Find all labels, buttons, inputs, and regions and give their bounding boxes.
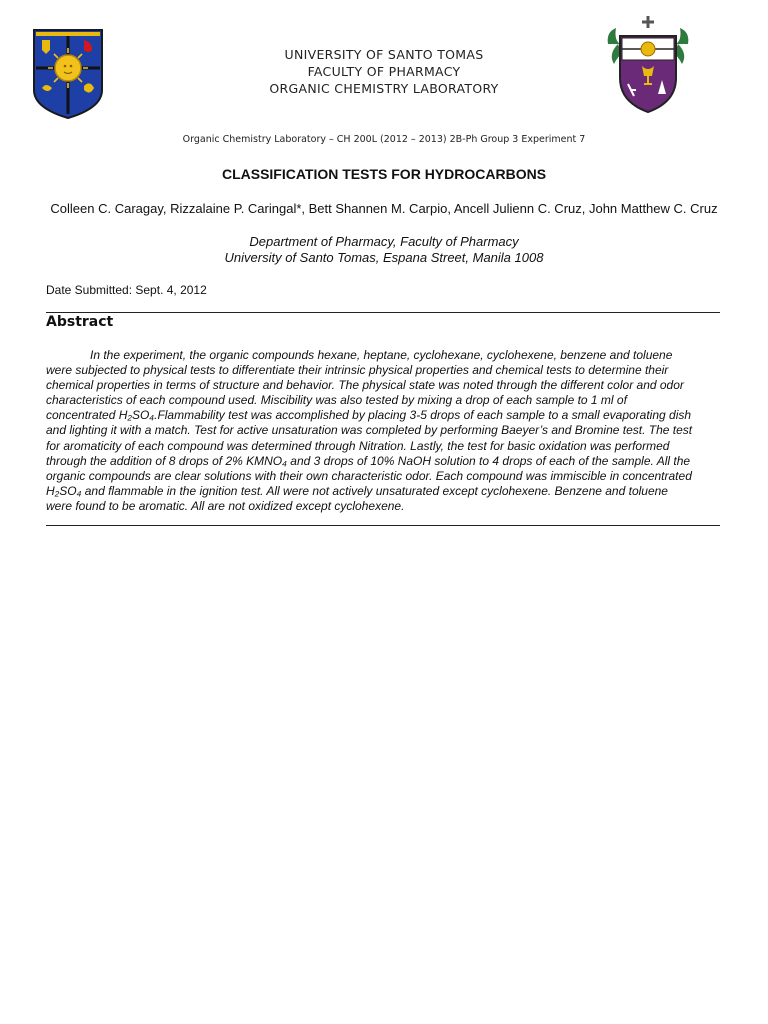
abstract-line: organic compounds are clear solutions with their own characteristic odor. Each compound was immiscible in concentrated xyxy=(46,468,692,483)
abstract-line: concentrated H₂SO₄.Flammability test was accomplished by placing 3-5 drops of each sample to a small evaporating dish xyxy=(46,408,692,423)
divider-top xyxy=(46,312,720,313)
address: University of Santo Tomas, Espana Street, Manila 1008 xyxy=(224,250,544,265)
abstract-line: and lighting it with a match. Test for active unsaturation was completed by performing Baeyer’s and Bromine test. The test xyxy=(46,423,693,438)
faculty-name: FACULTY OF PHARMACY xyxy=(307,64,461,79)
abstract-line: were found to be aromatic. All are not oxidized except cyclohexene. xyxy=(46,498,405,513)
abstract-line: through the addition of 8 drops of 2% KMNO₄ and 3 drops of 10% NaOH solution to 4 drops of each of the sample. All the xyxy=(46,453,691,468)
abstract-line: chemical properties in terms of structure and behavior. The physical state was noted through the different color and odor xyxy=(46,378,684,393)
department: Department of Pharmacy, Faculty of Pharmacy xyxy=(249,234,519,249)
date-submitted: Date Submitted: Sept. 4, 2012 xyxy=(46,283,207,297)
abstract-line: were subjected to physical tests to differentiate their intrinsic physical properties and chemical tests to determine their xyxy=(46,363,669,378)
abstract-line: for aromaticity of each compound was determined through Nitration. Lastly, the test for basic oxidation was performed xyxy=(46,438,670,453)
abstract-line: In the experiment, the organic compounds hexane, heptane, cyclohexane, cyclohexene, benzene and toluene xyxy=(90,348,673,362)
affiliation xyxy=(0,234,768,266)
author-list: Colleen C. Caragay, Rizzalaine P. Caringal*, Bett Shannen M. Carpio, Ancell Julienn C. Cruz, John Matthew C. Cruz xyxy=(50,201,718,216)
abstract-heading: Abstract xyxy=(46,314,114,330)
paper-title: CLASSIFICATION TESTS FOR HYDROCARBONS xyxy=(221,166,547,182)
laboratory-name: ORGANIC CHEMISTRY LABORATORY xyxy=(269,81,499,96)
institution-header xyxy=(0,46,768,97)
university-name: UNIVERSITY OF SANTO TOMAS xyxy=(284,47,484,62)
course-line: Organic Chemistry Laboratory – CH 200L (2012 – 2013) 2B-Ph Group 3 Experiment 7 xyxy=(182,134,586,145)
divider-bottom xyxy=(46,525,720,526)
abstract-body xyxy=(46,348,722,514)
abstract-line: H₂SO₄ and flammable in the ignition test. All were not actively unsaturated except cyclohexene. Benzene and toluene xyxy=(46,483,668,498)
abstract-line: characteristics of each compound used. Miscibility was also tested by mixing a drop of each sample to 1 ml of xyxy=(46,393,627,408)
